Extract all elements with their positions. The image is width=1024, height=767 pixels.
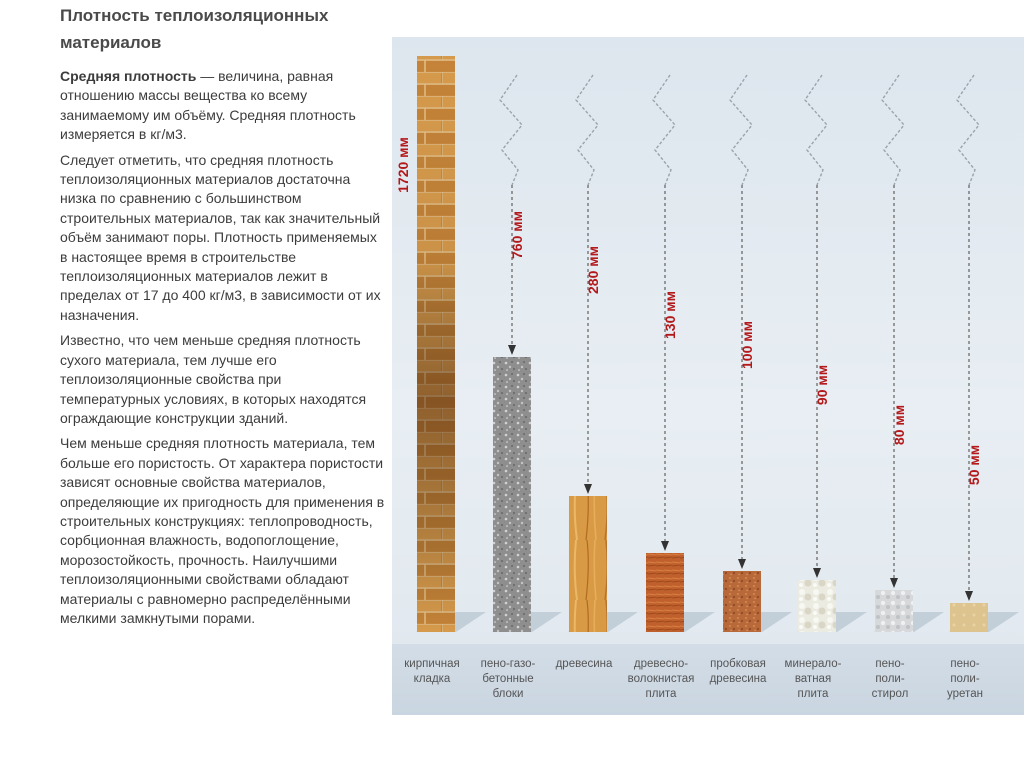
zigzag-break-7	[957, 75, 979, 185]
bar-polyurethane	[950, 603, 988, 632]
zigzag-break-6	[882, 75, 904, 185]
bar-brick-shade	[417, 56, 455, 632]
category-label-2: древесина	[555, 658, 613, 670]
category-label-0: кирпичная кладка	[404, 658, 460, 685]
zigzag-break-5	[805, 75, 827, 185]
category-label-4: пробковая древесина	[709, 658, 767, 685]
category-label-5: минерало-ватная плита	[784, 658, 842, 700]
definition-text: — величина, равная отношению массы вещества ко всему занимаемому им объёму. Средняя плотность измеряется в кг/м3.	[60, 68, 356, 143]
arrowhead-7	[965, 591, 973, 601]
value-label-0: 1720 мм	[395, 137, 411, 193]
bars-layer	[416, 56, 1019, 632]
arrowhead-5	[813, 568, 821, 578]
zigzag-break-1	[500, 75, 522, 185]
arrowhead-4	[738, 559, 746, 569]
bar-fiberboard	[646, 553, 684, 632]
bar-aerated-concrete	[493, 357, 531, 632]
paragraph-insulation-properties: Известно, что чем меньше средняя плотность сухого материала, тем лучше его теплоизоляционные свойства при температурных условиях, в которых находятся ограждающие конструкции зданий.	[60, 332, 367, 426]
category-label-1: пено-газо-бетонные блоки	[480, 658, 536, 700]
arrowhead-2	[584, 484, 592, 494]
category-label-7: пено-поли-уретан	[947, 658, 983, 700]
value-label-2: 280 мм	[585, 246, 601, 294]
bar-polystyrene	[875, 590, 913, 632]
value-label-7: 50 мм	[966, 444, 982, 486]
paragraph-low-density: Следует отметить, что средняя плотность теплоизоляционных материалов достаточна низка по сравнению с большинством строительных материалов, так как значительный объём занимают поры. Плотность применяемых в настоящее время в строительстве теплоизоляционных материалов лежит в пределах от 17 до 400 кг/м3, в зависимости от их назначения.	[60, 151, 381, 323]
bar-cork	[723, 571, 761, 632]
arrowhead-6	[890, 578, 898, 588]
zigzag-break-2	[576, 75, 598, 185]
value-label-1: 760 мм	[509, 211, 525, 259]
value-label-6: 80 мм	[891, 404, 907, 446]
value-label-3: 130 мм	[662, 291, 678, 339]
value-label-4: 100 мм	[739, 321, 755, 369]
arrowhead-3	[661, 541, 669, 551]
category-label-6: пено-поли-стирол	[871, 658, 909, 700]
bar-mineral-wool	[798, 580, 836, 632]
zigzag-break-4	[730, 75, 752, 185]
value-label-5: 90 мм	[814, 364, 830, 406]
zigzag-break-3	[653, 75, 675, 185]
arrowhead-1	[508, 345, 516, 355]
category-label-3: древесно-волокнистая плита	[627, 658, 695, 700]
paragraph-porosity: Чем меньше средняя плотность материала, тем больше его пористость. От характера пористости зависят основные свойства материалов, определяющие их пригодность для применения в строительных конструкциях: теплопроводность, сорбционная влажность, водопоглощение, морозостойкость, прочность. Наилучшими теплоизоляционными свойствами обладают материалы с равномерно распределёнными мелкими замкнутыми порами.	[60, 435, 385, 626]
page-title: Плотность теплоизоляционных материалов	[60, 6, 329, 52]
bar-wood	[569, 496, 607, 632]
term-average-density: Средняя плотность	[60, 68, 197, 84]
